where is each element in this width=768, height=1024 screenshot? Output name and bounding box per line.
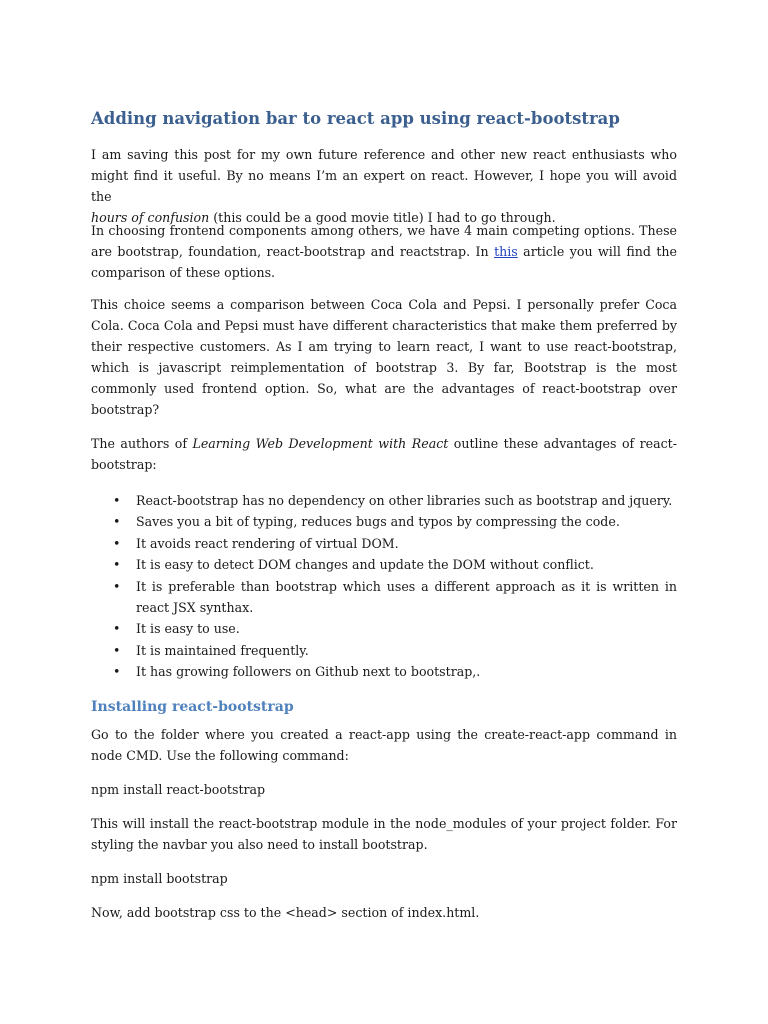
options-text: article you will find the: [517, 244, 677, 260]
bullet-icon: •: [113, 493, 121, 508]
list-item-text: react JSX synthax.: [136, 600, 254, 616]
bullet-icon: •: [113, 578, 121, 594]
authors-line: [91, 433, 677, 454]
options-line: comparison of these options.: [91, 265, 276, 281]
intro-paragraph: [91, 144, 677, 228]
bullet-icon: •: [113, 664, 121, 680]
list-item-text: It avoids react rendering of virtual DOM.: [136, 535, 399, 551]
list-item: [91, 533, 677, 554]
choice-line: Cola. Coca Cola and Pepsi must have different characteristics that make them preferred by: [91, 318, 677, 334]
list-item-text: It is easy to use.: [136, 621, 240, 637]
bullet-icon: •: [113, 557, 121, 573]
authors-line: bootstrap:: [91, 457, 157, 473]
install-paragraph: [91, 724, 677, 766]
authors-text: outline these advantages of react-: [448, 436, 677, 451]
list-item: [91, 554, 677, 575]
module-line: This will install the react-bootstrap module in the node_modules of your project folder. For: [91, 816, 677, 831]
module-paragraph: [91, 813, 677, 855]
list-item: [91, 618, 677, 639]
choice-line: bootstrap?: [91, 402, 160, 418]
list-item: [91, 490, 677, 511]
choice-line: their respective customers. As I am trying to learn react, I want to use react-bootstrap,: [91, 339, 677, 355]
section-heading: Installing react-bootstrap: [91, 699, 294, 715]
options-paragraph: [91, 220, 677, 283]
options-line: In choosing frontend components among others, we have 4 main competing options. These: [91, 223, 677, 238]
list-item-text: It is preferable than bootstrap which uses a different approach as it is written in: [136, 578, 677, 594]
list-item: [91, 640, 677, 661]
command-line: [91, 868, 677, 889]
bullet-icon: •: [113, 514, 121, 530]
bullet-icon: •: [113, 642, 121, 658]
list-item: [91, 511, 677, 532]
emphasis-text: hours of confusion: [91, 210, 210, 226]
book-title: Learning Web Development with React: [192, 436, 449, 451]
module-line: styling the navbar you also need to install bootstrap.: [91, 837, 428, 853]
command-text: npm install bootstrap: [91, 871, 228, 886]
page-title: Adding navigation bar to react app using react-bootstrap: [91, 109, 620, 128]
choice-line: This choice seems a comparison between Coca Cola and Pepsi. I personally prefer Coca: [91, 297, 677, 312]
bullet-icon: •: [113, 621, 121, 637]
bullet-icon: •: [113, 535, 121, 551]
final-text: Now, add bootstrap css to the <head> section of index.html.: [91, 905, 480, 920]
command-line: [91, 779, 677, 800]
list-item-text: It is maintained frequently.: [136, 642, 309, 658]
choice-line: commonly used frontend option. So, what are the advantages of react-bootstrap over: [91, 381, 677, 397]
options-line: [91, 241, 677, 262]
install-line: node CMD. Use the following command:: [91, 748, 349, 764]
final-paragraph: [91, 902, 677, 923]
list-item-text: Saves you a bit of typing, reduces bugs and typos by compressing the code.: [136, 514, 620, 530]
article-link[interactable]: this: [494, 244, 518, 260]
list-item-text: It has growing followers on Github next to bootstrap,.: [136, 664, 481, 680]
list-item: [91, 576, 677, 619]
authors-text: The authors of: [91, 436, 193, 451]
intro-line: I am saving this post for my own future reference and other new react enthusiasts who: [91, 147, 677, 162]
intro-text: (this could be a good movie title) I had to go through.: [209, 210, 556, 226]
choice-paragraph: [91, 294, 677, 421]
command-text: npm install react-bootstrap: [91, 782, 266, 797]
authors-paragraph: [91, 433, 677, 475]
list-item-text: It is easy to detect DOM changes and update the DOM without conflict.: [136, 557, 594, 573]
list-item: [91, 661, 677, 682]
intro-line: might find it useful. By no means I’m an expert on react. However, I hope you will avoid the: [91, 168, 677, 205]
options-text: are bootstrap, foundation, react-bootstrap and reactstrap. In: [91, 244, 495, 260]
advantages-list: [91, 490, 677, 683]
list-item-text-wrapped: [136, 576, 677, 619]
choice-line: which is javascript reimplementation of bootstrap 3. By far, Bootstrap is the most: [91, 360, 677, 376]
list-item-text: React-bootstrap has no dependency on other libraries such as bootstrap and jquery.: [136, 493, 673, 508]
install-line: Go to the folder where you created a react-app using the create-react-app command in: [91, 727, 677, 742]
